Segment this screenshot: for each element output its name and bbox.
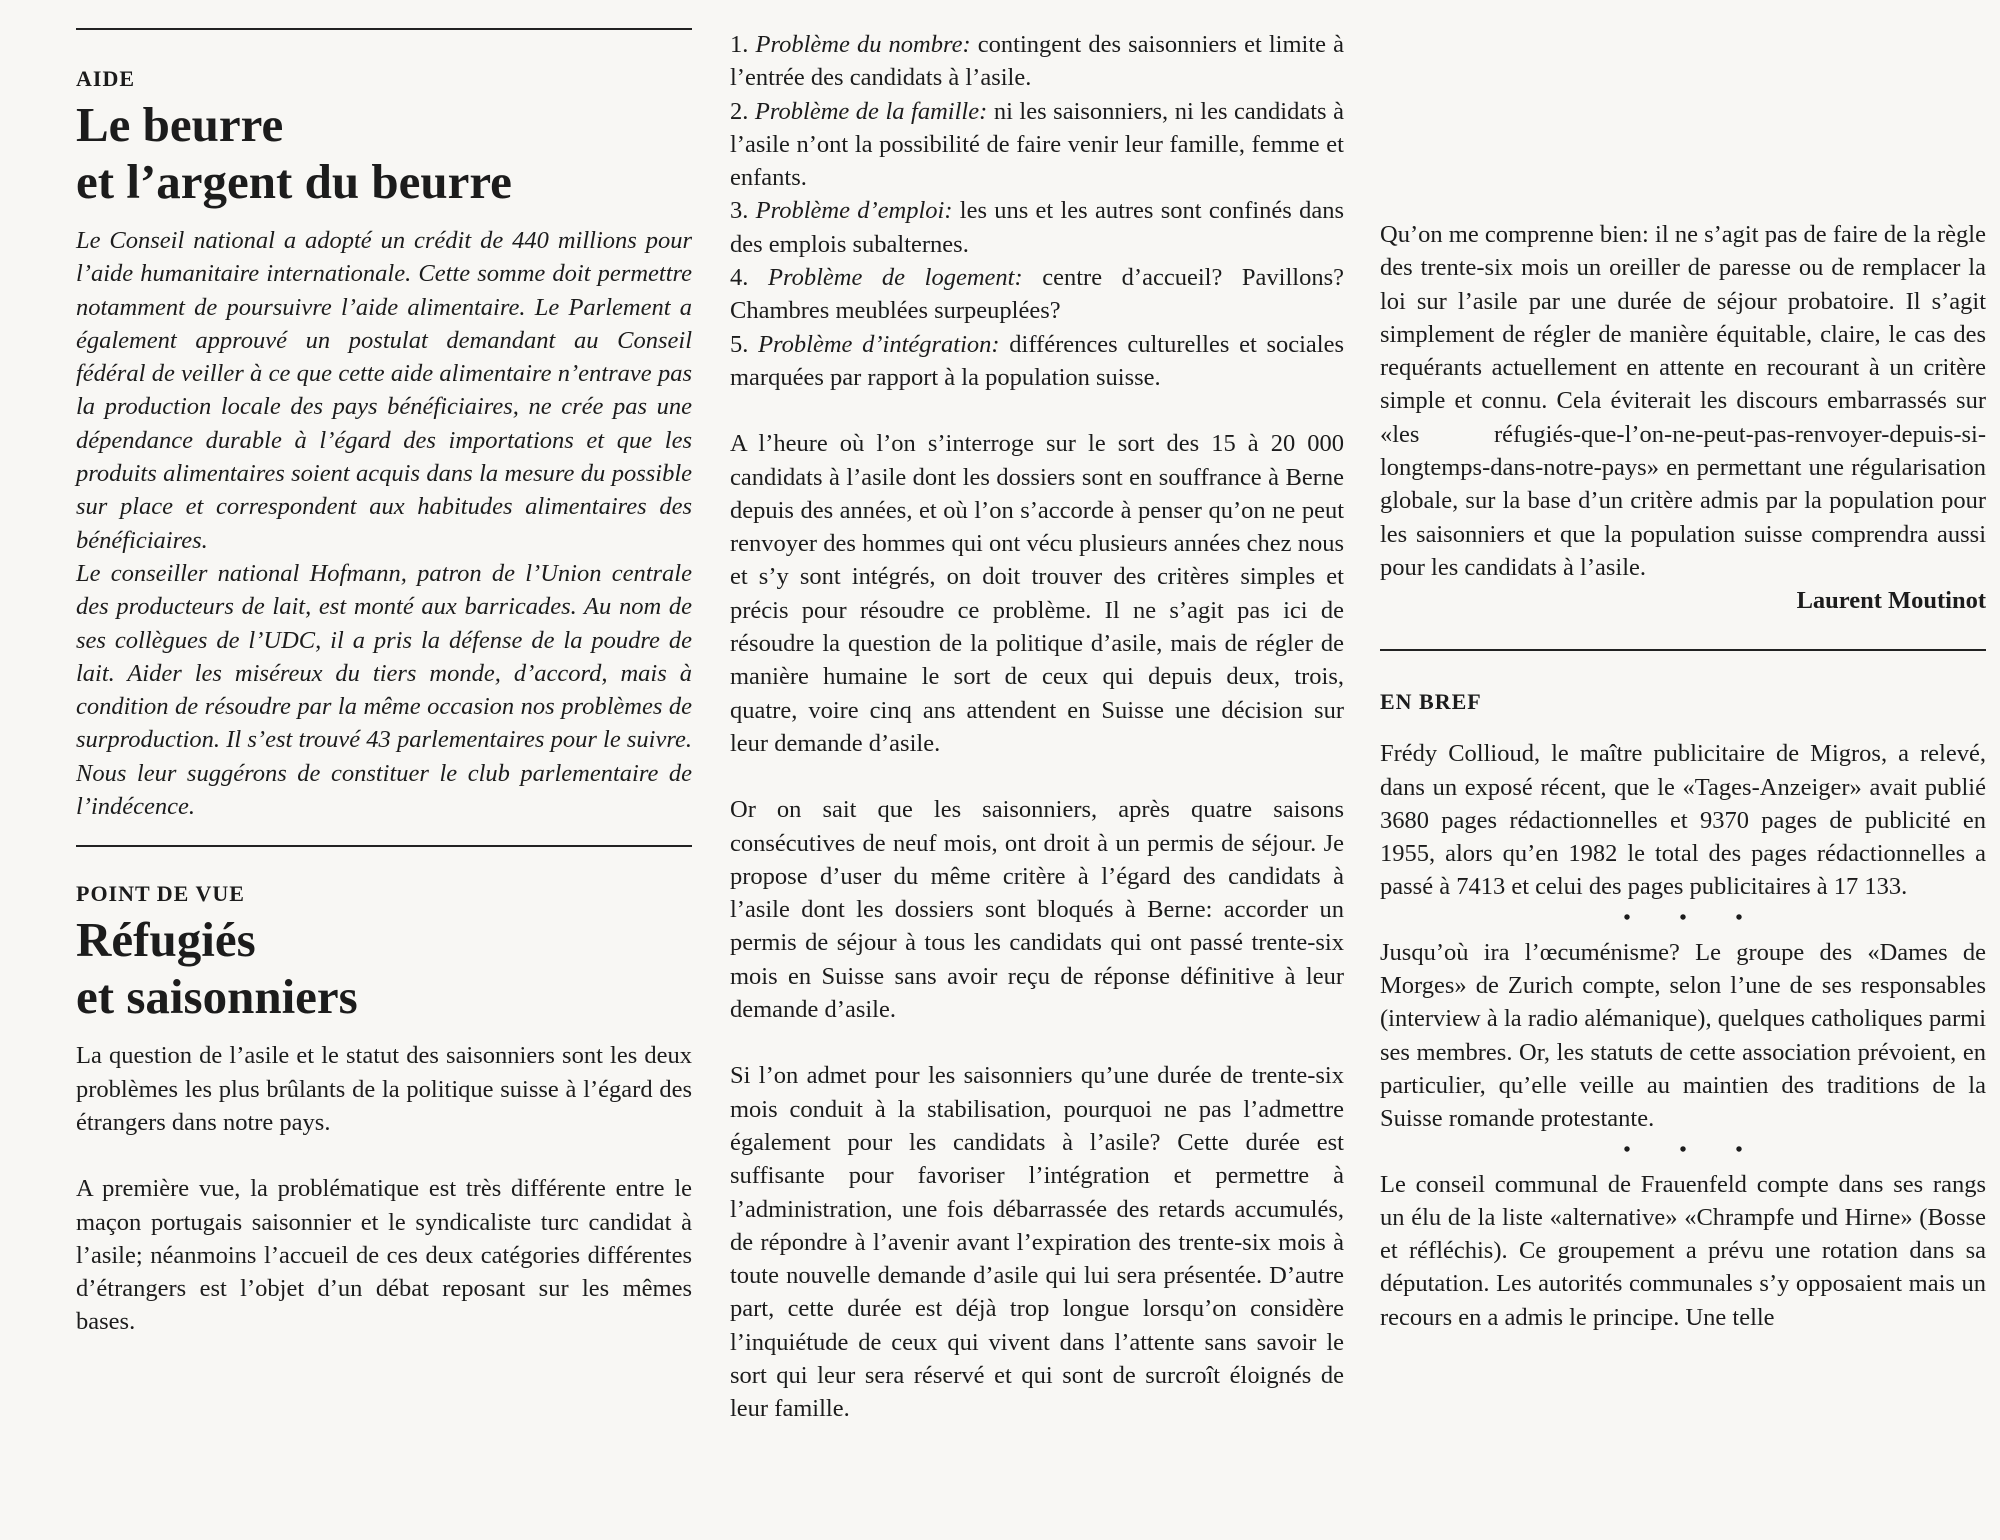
- separator-dots: • • •: [1623, 906, 1765, 929]
- list-item: [730, 95, 1344, 195]
- headline-point-de-vue: [76, 911, 692, 1025]
- body-paragraph: Or on sait que les saisonniers, après quatre saisons consécutives de neuf mois, ont droit à un permis de séjour. Je propose d’user du même critère à l’égard des candidats à l’asile dont les dossiers sont bloqués à Berne: accorder un permis de séjour à tous les candidats qui ont passé trente-six mois en Suisse sans avoir reçu de réponse définitive à leur demande d’asile.: [730, 796, 1344, 1024]
- section-kicker-en-bref: EN BREF: [1380, 689, 1482, 715]
- list-number: 1.: [730, 31, 749, 58]
- headline-line: et l’argent du beurre: [76, 154, 512, 209]
- list-label: Problème du nombre:: [755, 31, 971, 58]
- list-item: [730, 28, 1344, 95]
- body-paragraph: La question de l’asile et le statut des saisonniers sont les deux problèmes les plus brûlants de la politique suisse à l’égard des étrangers dans notre pays.: [76, 1042, 692, 1136]
- body-paragraph: A l’heure où l’on s’interroge sur le sort des 15 à 20 000 candidats à l’asile dont les dossiers sont en souffrance à Berne depuis des années, et où l’on s’accorde à penser qu’on ne peut renvoyer des hommes qui ont vécu plusieurs années chez nous et s’y sont intégrés, on doit trouver des critères simples et précis pour résoudre ce problème. Il ne s’agit pas ici de résoudre la question de la politique d’asile, mais de régler de manière humaine le sort de ceux qui depuis deux, trois, quatre, voire cinq ans attendent en Suisse une décision sur leur demande d’asile.: [730, 430, 1344, 757]
- list-label: Problème d’intégration:: [758, 330, 1000, 358]
- list-item: [730, 261, 1344, 328]
- body-paragraph: Si l’on admet pour les saisonniers qu’une durée de trente-six mois conduit à la stabilisation, pourquoi ne pas l’admettre également pour les candidats à l’asile? Cette durée est suffisante pour favoriser l’intégration et permettre à l’administration, une fois débarrassée des retards accumulés, de répondre à l’avenir avant l’expiration des trente-six mois à toute nouvelle demande d’asile qui lui sera présentée. D’autre part, cette durée est déjà trop longue lorsqu’on considère l’inquiétude de ceux qui vivent dans l’attente sans savoir le sort qui leur sera réservé et qui sont de surcroît éloignés de leur famille.: [730, 1062, 1344, 1423]
- list-number: 5.: [730, 330, 749, 358]
- list-number: 2.: [730, 97, 749, 125]
- brief-item: Le conseil communal de Frauenfeld compte dans ses rangs un élu de la liste «alternative» «Chrampfe und Hirne» (Bosse et réfléchis). Ce groupement a prévu une rotation dans sa députation. Les autorités communales s’y opposaient mais un recours en a admis le principe. Une telle: [1380, 1170, 1986, 1331]
- brief-item: Jusqu’où ira l’œcuménisme? Le groupe des «Dames de Morges» de Zurich compte, selon l’une de ses responsables (interview à la radio alémanique), quelques catholiques parmi ses membres. Or, les statuts de cette association prévoient, en particulier, qu’elle veille au maintien des traditions de la Suisse romande protestante.: [1380, 938, 1986, 1133]
- list-item: [730, 194, 1344, 261]
- headline-aide: [76, 96, 692, 210]
- headline-line: et saisonniers: [76, 969, 358, 1025]
- column-right: [1380, 28, 1986, 1334]
- lead-paragraph: Le Conseil national a adopté un crédit de 440 millions pour l’aide humanitaire internationale. Cette somme doit permettre notamment de poursuivre l’aide alimentaire. Le Parlement a également approuvé un postulat demandant au Conseil fédéral de veiller à ce que cette aide alimentaire n’entrave pas la production locale des pays bénéficiaires, ne crée pas une dépendance durable à l’égard des importations et que les produits alimentaires soient acquis dans la mesure du possible sur place et correspondent aux habitudes alimentaires des bénéficiaires.: [76, 227, 692, 554]
- author-signature: Laurent Moutinot: [1796, 587, 1986, 615]
- list-number: 3.: [730, 197, 749, 225]
- list-text: centre d’accueil? Pavillons? Chambres meublées surpeuplées?: [730, 264, 1345, 325]
- brief-item: Frédy Collioud, le maître publicitaire de Migros, a relevé, dans un exposé récent, que le «Tages-Anzeiger» avait publié 3680 pages rédactionnelles et 9370 pages de publicité en 1955, alors qu’en 1982 le total des pages rédactionnelles a passé à 7413 et celui des pages publicitaires à 17 133.: [1380, 740, 1986, 901]
- list-text: les uns et les autres sont confinés dans des emplois subalternes.: [730, 197, 1344, 258]
- column-left: [76, 28, 692, 1339]
- section-rule: [1380, 649, 1986, 651]
- section-rule: [76, 28, 692, 30]
- lead-paragraph: Le conseiller national Hofmann, patron de l’Union centrale des producteurs de lait, est monté aux barricades. Au nom de ses collègues de l’UDC, il a pris la défense de la poudre de lait. Aider les miséreux du tiers monde, d’accord, mais à condition de résoudre par la même occasion nos problèmes de surproduction. Il s’est trouvé 43 parlementaires pour le suivre. Nous leur suggérons de constituer le club parlementaire de l’indécence.: [76, 559, 692, 821]
- list-item: [730, 328, 1344, 395]
- body-paragraph: A première vue, la problématique est très différente entre le maçon portugais saisonnier et le syndicaliste turc candidat à l’asile; néanmoins l’accueil de ces deux catégories différentes d’étrangers est l’objet d’un débat reposant sur les mêmes bases.: [76, 1175, 692, 1336]
- headline-line: Réfugiés: [76, 912, 256, 968]
- list-text: ni les saisonniers, ni les candidats à l’asile n’ont la possibilité de faire venir leur famille, femme et enfants.: [730, 97, 1344, 192]
- problem-list: [730, 28, 1344, 394]
- list-number: 4.: [730, 264, 749, 292]
- list-label: Problème de la famille:: [754, 97, 988, 125]
- list-label: Problème d’emploi:: [755, 197, 953, 225]
- section-kicker-point-de-vue: POINT DE VUE: [76, 881, 245, 907]
- body-paragraph: Qu’on me comprenne bien: il ne s’agit pas de faire de la règle des trente-six mois un oreiller de paresse ou de remplacer la loi sur l’asile par une durée de séjour probatoire. Il s’agit simplement de régler de manière équitable, claire, le cas des requérants actuellement en attente en recourant à un critère simple et connu. Cela éviterait les discours embarrassés sur «les réfugiés-que-l’on-ne-peut-pas-renvoyer-depuis-si-longtemps-dans-notre-pays» en permettant une régularisation globale, sur la base d’un critère admis par la population pour les saisonniers et que la population suisse comprendra aussi pour les candidats à l’asile.: [1380, 221, 1986, 581]
- list-text: contingent des saisonniers et limite à l’entrée des candidats à l’asile.: [730, 31, 1345, 92]
- list-text: différences culturelles et sociales marquées par rapport à la population suisse.: [730, 330, 1345, 391]
- column-middle: [730, 28, 1344, 1426]
- section-rule: [76, 845, 692, 847]
- section-kicker-aide: AIDE: [76, 66, 136, 91]
- headline-line: Le beurre: [76, 97, 284, 152]
- list-label: Problème de logement:: [767, 264, 1023, 292]
- separator-dots: • • •: [1623, 1138, 1765, 1161]
